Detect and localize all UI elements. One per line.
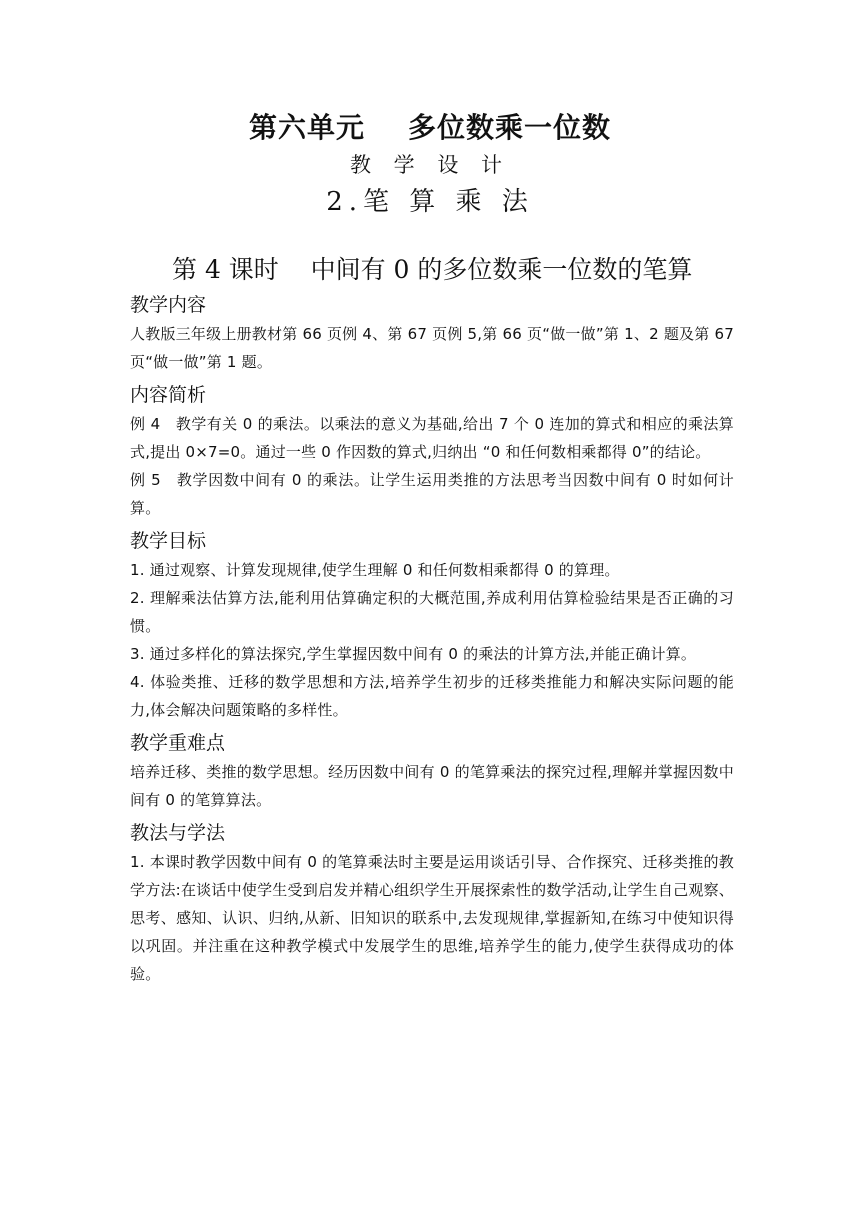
paragraph: 1. 本课时教学因数中间有 0 的笔算乘法时主要是运用谈话引导、合作探究、迁移类推的教学方法:在谈话中使学生受到启发并精心组织学生开展探索性的数学活动,让学生自己观察、思考、感知、认识、归纳,从新、旧知识的联系中,去发现规律,掌握新知,在练习中使知识得以巩固。并注重在这种教学模式中发展学生的思维,培养学生的能力,使学生获得成功的体验。 (130, 853, 734, 983)
paragraph: 培养迁移、类推的数学思想。经历因数中间有 0 的笔算乘法的探究过程,理解并掌握因数中间有 0 的笔算算法。 (130, 763, 734, 809)
paragraph: 人教版三年级上册教材第 66 页例 4、第 67 页例 5,第 66 页“做一做”第 1、2 题及第 67 页“做一做”第 1 题。 (130, 325, 734, 371)
paragraph: 3. 通过多样化的算法探究,学生掌握因数中间有 0 的乘法的计算方法,并能正确计算。 (130, 645, 697, 663)
paragraph: 2. 理解乘法估算方法,能利用估算确定积的大概范围,养成利用估算检验结果是否正确的习惯。 (130, 589, 734, 635)
design-label: 教 学 设 计 (349, 153, 511, 177)
heading-teaching-goals: 教学目标 (130, 530, 207, 552)
paragraph: 4. 体验类推、迁移的数学思想和方法,培养学生初步的迁移类推能力和解决实际问题的能力,体会解决问题策略的多样性。 (130, 673, 734, 719)
section-title: 2.笔 算 乘 法 (326, 187, 534, 217)
heading-key-points: 教学重难点 (130, 732, 226, 754)
unit-title: 第六单元 多位数乘一位数 (249, 111, 611, 144)
document-body (130, 290, 734, 988)
paragraph: 1. 通过观察、计算发现规律,使学生理解 0 和任何数相乘都得 0 的算理。 (130, 561, 620, 579)
heading-methods: 教法与学法 (130, 822, 226, 844)
paragraph: 例 5 教学因数中间有 0 的乘法。让学生运用类推的方法思考当因数中间有 0 时如何计算。 (130, 471, 734, 517)
lesson-title: 第 4 课时 中间有 0 的多位数乘一位数的笔算 (172, 255, 693, 284)
paragraph: 例 4 教学有关 0 的乘法。以乘法的意义为基础,给出 7 个 0 连加的算式和相应的乘法算式,提出 0×7=0。通过一些 0 作因数的算式,归纳出 “0 和任何数相乘都得 0”的结论。 (130, 415, 734, 461)
heading-teaching-content: 教学内容 (130, 294, 207, 316)
heading-content-analysis: 内容简析 (130, 384, 207, 406)
